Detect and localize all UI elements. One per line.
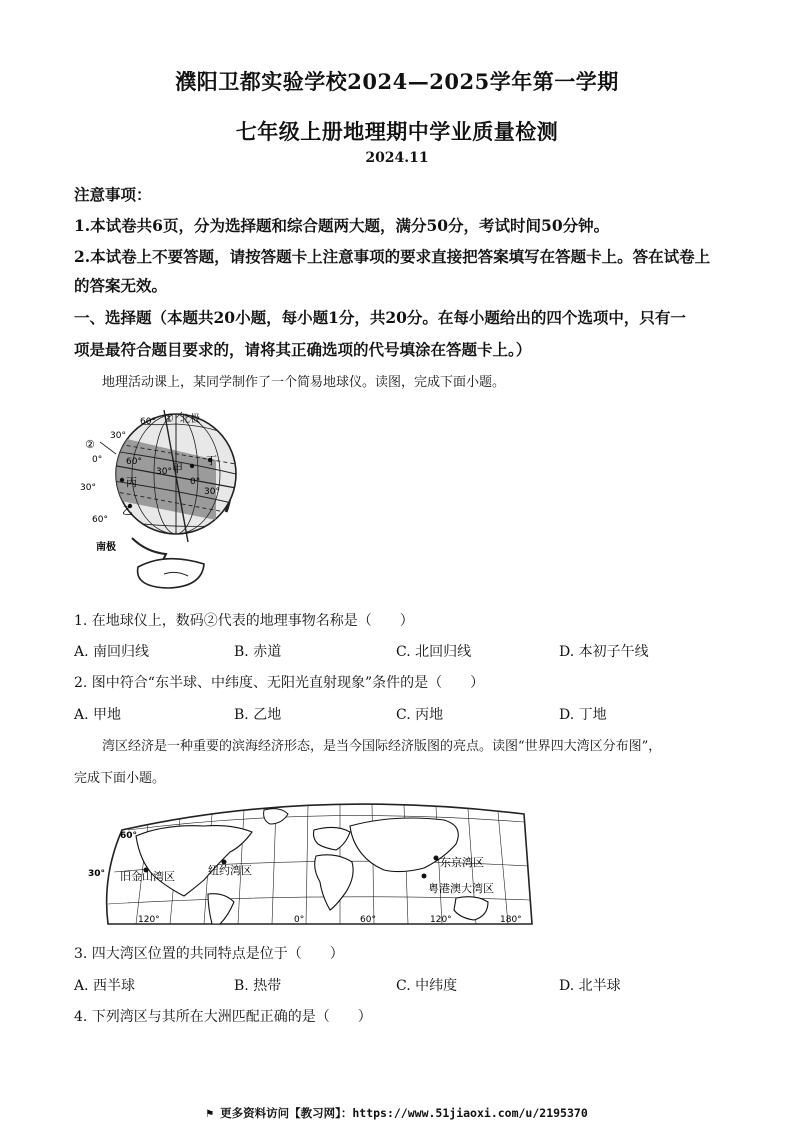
q2-option-c[interactable]: C. 丙地 [396,707,444,723]
exam-date: 2024.11 [365,150,429,166]
map-label-ny-bay: 纽约湾区 [208,864,252,877]
map-label-gba: 粤港澳大湾区 [428,882,494,895]
globe-label-lat60n: 60° [140,417,156,427]
globe-label-inner30b: 30° [204,487,220,497]
globe-label-lat30s: 30° [80,483,96,493]
q1-option-a[interactable]: A. 南回归线 [74,644,150,660]
section1-desc-line2: 项是最符合题目要求的，请将其正确选项的代号填涂在答题卡上。） [74,340,532,359]
notice-item-2-line2: 的答案无效。 [74,276,168,295]
q1-option-d[interactable]: D. 本初子午线 [559,644,649,660]
q2-option-d[interactable]: D. 丁地 [559,707,607,723]
q3-option-a[interactable]: A. 西半球 [74,978,136,994]
q2-option-b[interactable]: B. 乙地 [234,707,282,723]
globe-label-south-pole: 南极 [96,542,116,553]
map-label-lat30: 30° [88,869,106,879]
q3-stem: 3. 四大湾区位置的共同特点是位于（ ） [74,946,344,962]
q2-stem: 2. 图中符合“东半球、中纬度、无阳光直射现象”条件的是（ ） [74,675,485,691]
globe-label-bing: 丙 [126,476,137,489]
map-label-lon60: 60° [360,915,376,925]
globe-label-inner0: 0° [190,477,201,487]
intro-bay-line2: 完成下面小题。 [74,771,166,786]
globe-label-lat30n: 30° [110,431,126,441]
map-label-lon180: 180° [500,915,522,925]
notice-item-2-line1: 2.本试卷上不要答题，请按答题卡上注意事项的要求直接把答案填写在答题卡上。答在试卷上 [74,247,711,266]
q4-stem: 4. 下列湾区与其所在大洲匹配正确的是（ ） [74,1009,372,1025]
notice-heading: 注意事项： [74,185,152,204]
world-bay-map [84,796,534,928]
globe-label-inner60: 60° [126,457,142,467]
intro-bay-line1: 湾区经济是一种重要的滨海经济形态，是当今国际经济版图的亮点。读图“世界四大湾区分布图”， [102,739,662,754]
flag-icon: ⚑ [206,1106,221,1120]
globe-label-circle2: ② [85,438,95,451]
q3-option-c[interactable]: C. 中纬度 [396,978,458,994]
globe-label-lat60s: 60° [92,515,108,525]
q1-stem: 1. 在地球仪上，数码②代表的地理事物名称是（ ） [74,613,414,629]
globe-label-ding: 丁 [206,454,217,467]
intro-globe: 地理活动课上，某同学制作了一个简易地球仪。读图，完成下面小题。 [102,375,506,390]
globe-label-circle1: ① [164,412,174,425]
map-label-lon0: 0° [294,915,305,925]
globe-label-yi: 乙 [122,504,133,517]
q2-option-a[interactable]: A. 甲地 [74,707,122,723]
globe-label-jia: 甲 [172,462,183,475]
q1-option-c[interactable]: C. 北回归线 [396,644,472,660]
q3-option-d[interactable]: D. 北半球 [559,978,621,994]
map-label-lat60: 60° [120,831,138,841]
globe-label-inner30a: 30° [156,467,172,477]
footer-text: 更多资料访问【教习网】：https://www.51jiaoxi.com/u/2195370 [220,1106,588,1120]
exam-title-line2: 七年级上册地理期中学业质量检测 [235,119,559,144]
map-label-lon120w: 120° [138,915,160,925]
footer-link[interactable] [0,1105,794,1121]
globe-label-lat0: 0° [92,455,103,465]
globe-label-north-pole: 北极 [180,414,200,425]
map-label-tokyo-bay: 东京湾区 [440,856,484,869]
q1-option-b[interactable]: B. 赤道 [234,644,282,660]
q3-option-b[interactable]: B. 热带 [234,978,282,994]
map-label-lon120: 120° [430,915,452,925]
map-label-sf-bay: 旧金山湾区 [120,870,175,883]
globe-figure [76,402,256,592]
exam-title-line1: 濮阳卫都实验学校2024—2025学年第一学期 [175,69,619,94]
notice-item-1: 1.本试卷共6页，分为选择题和综合题两大题，满分50分，考试时间50分钟。 [74,216,610,235]
section1-desc-line1: 一、选择题（本题共20小题，每小题1分，共20分。在每小题给出的四个选项中，只有一 [74,308,686,327]
